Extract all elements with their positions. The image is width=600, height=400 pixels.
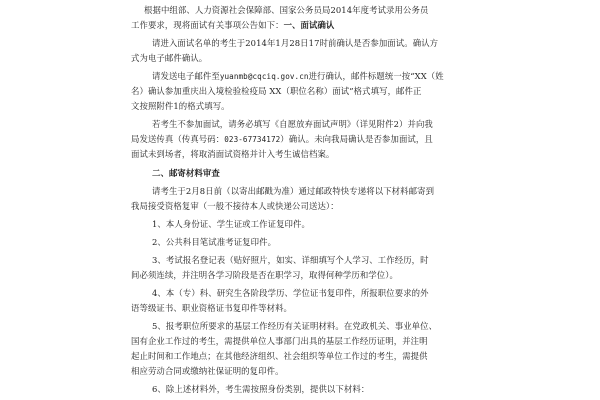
paragraph-mail-line [131,201,339,212]
text-span: 我局接受资格复审（一般不接待本人或快递公司送达）： [131,201,339,211]
list-item: 4、本（专）科、研究生各阶段学历、学位证书复印件，所报职位要求的外 [152,288,429,298]
text-span: 文按照附件1的格式填写。 [131,101,230,111]
paragraph-mail-line [152,186,434,197]
list-item-continuation: 语等级证书、职业资格证书复印件等材料。 [131,303,293,313]
text-span: 名）确认参加重庆出入境检验检疫局 XX（职位名称）面试”格式填写，邮件正 [131,86,422,96]
paragraph-intro-line [144,5,428,16]
text-span: 进行确认，邮件标题统一按“XX（姓 [308,71,444,81]
list-item: 1、本人身份证、学生证或工作证复印件。 [152,219,310,229]
text-span: 请发送电子邮件至 [152,71,220,81]
text-span: 根据中组部、人力资源社会保障部、国家公务员局2014年度考试录用公务员 [144,5,429,15]
list-item-continuation: 相应劳动合同或缴纳社保证明的复印件。 [131,366,284,376]
section-heading-mail-review: 二、邮寄材料审查 [152,168,220,178]
text-span: 若考生不参加面试，请务必填写《自愿放弃面试声明》（详见附件2）并向我 [152,119,433,129]
text-span: 请进入面试名单的考生于2014年1月28日17时前确认是否参加面试。确认方 [152,38,439,48]
list-item-continuation: 国有企业工作过的考生，需提供单位人事部门出具的基层工作经历证明，并注明 [131,336,428,346]
text-span: 请考生于2月8日前（以寄出邮戳为准）通过邮政特快专递将以下材料邮寄到 [152,186,435,196]
fax-number: 023-67734172 [224,135,281,144]
list-item: 3、考试报名登记表（贴好照片，如实、详细填写个人学习、工作经历，时 [152,255,429,265]
paragraph-confirm-line [152,38,438,49]
text-span: 局发送传真（传真号码： [131,134,225,144]
text-span: 面试未到场者，将取消面试资格并计入考生诚信档案。 [131,149,335,159]
text-span: 工作要求，现将面试有关事项公告如下： [131,20,284,30]
text-span: ）确认。未向我局确认是否参加面试，且 [280,134,433,144]
paragraph-email-line [131,101,230,112]
list-item-continuation: 间必须连续，并注明各学习阶段是否在职学习，取得何种学历和学位）。 [131,270,399,280]
text-span: 式为电子邮件确认。 [131,53,208,63]
list-item: 6、除上述材料外，考生需按照身份类别，提供以下材料： [152,384,370,394]
paragraph-email-line [131,86,421,97]
section-heading-interview-confirmation: 一、面试确认 [283,20,335,30]
paragraph-fax-line [152,119,433,130]
paragraph-email-line [152,71,444,82]
paragraph-confirm-line [131,53,207,64]
list-item: 5、报考职位所要求的基层工作经历有关证明材料。在党政机关、事业单位、 [152,321,438,331]
paragraph-fax-line [131,134,433,145]
list-item: 2、公共科目笔试准考证复印件。 [152,237,277,247]
paragraph-fax-line [131,149,334,160]
paragraph-intro-line [131,20,334,31]
list-item-continuation: 起止时间和工作地点；在其他经济组织、社会组织等单位工作过的考生，需提供 [131,351,428,361]
email-address[interactable]: yuanmb@cqciq.gov.cn [219,72,309,81]
